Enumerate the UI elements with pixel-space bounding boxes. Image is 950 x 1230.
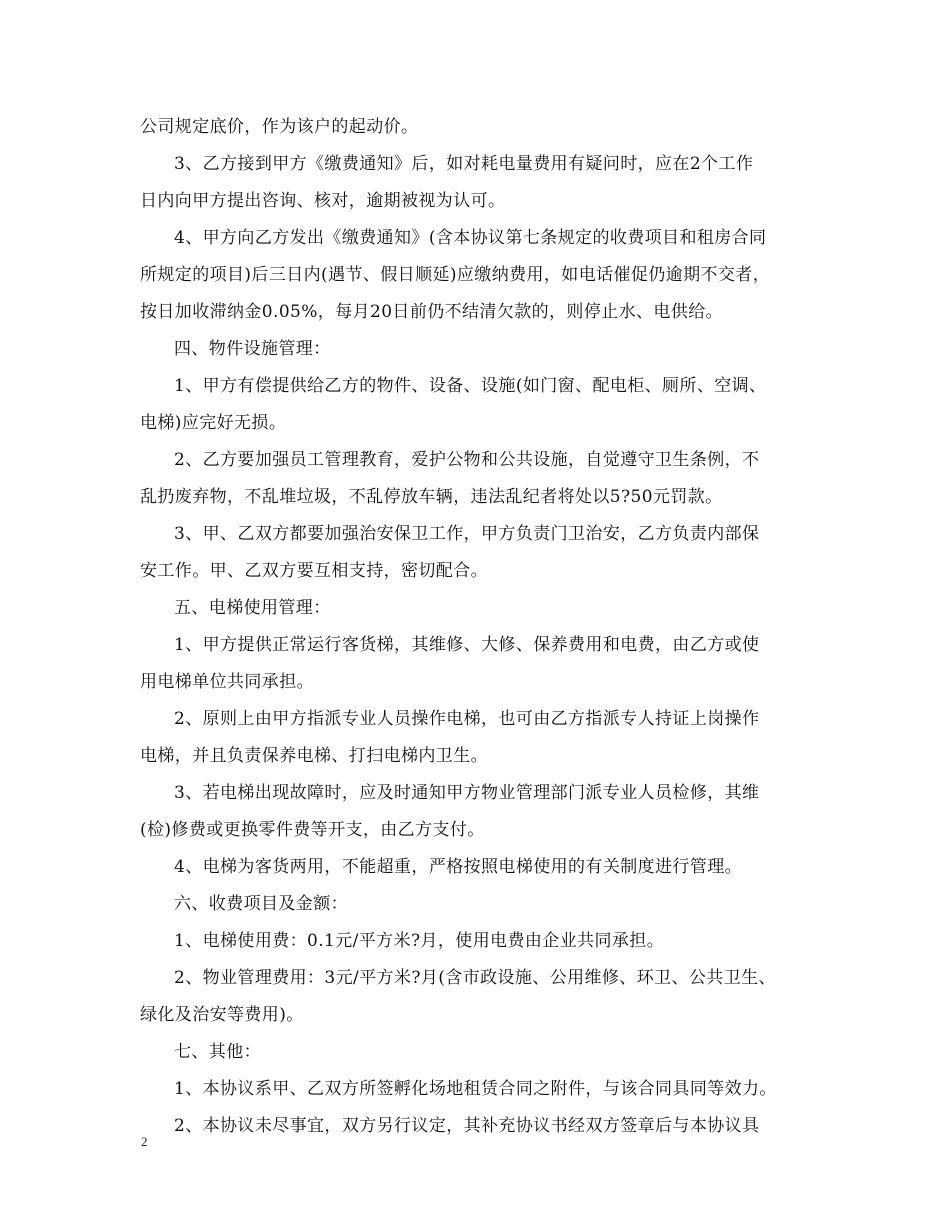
text-line: 1、电梯使用费：0.1元/平方米?月，使用电费由企业共同承担。 [174, 931, 665, 951]
text-line: 日内向甲方提出咨询、核对，逾期被视为认可。 [140, 191, 506, 211]
text-line: 公司规定底价，作为该户的起动价。 [140, 117, 419, 137]
text-line: 1、甲方提供正常运行客货梯，其维修、大修、保养费用和电费，由乙方或使 [174, 635, 760, 655]
text-line: 安工作。甲、乙双方要互相支持，密切配合。 [140, 561, 488, 581]
text-line: 用电梯单位共同承担。 [140, 672, 314, 692]
text-line: 2、乙方要加强员工管理教育，爱护公物和公共设施，自觉遵守卫生条例，不 [174, 450, 760, 470]
text-line: 乱扔废弃物，不乱堆垃圾，不乱停放车辆，违法乱纪者将处以5?50元罚款。 [140, 487, 723, 507]
text-line: 1、甲方有偿提供给乙方的物件、设备、设施(如门窗、配电柜、厕所、空调、 [174, 376, 767, 396]
text-line: 2、物业管理费用：3元/平方米?月(含市政设施、公用维修、环卫、公共卫生、 [174, 968, 776, 988]
text-line: 4、甲方向乙方发出《缴费通知》(含本协议第七条规定的收费项目和租房合同 [174, 228, 767, 248]
section-heading: 四、物件设施管理： [174, 339, 331, 359]
page-number: 2 [141, 1134, 148, 1149]
text-line: 2、原则上由甲方指派专业人员操作电梯，也可由乙方指派专人持证上岗操作 [174, 709, 760, 729]
text-line: 2、本协议未尽事宜，双方另行议定，其补充协议书经双方签章后与本协议具 [174, 1116, 760, 1136]
text-line: 3、若电梯出现故障时，应及时通知甲方物业管理部门派专业人员检修，其维 [174, 783, 760, 803]
text-line: 3、乙方接到甲方《缴费通知》后，如对耗电量费用有疑问时，应在2个工作 [174, 154, 754, 174]
section-heading: 五、电梯使用管理： [174, 598, 331, 618]
text-line: (检)修费或更换零件费等开支，由乙方支付。 [140, 820, 485, 840]
text-line: 电梯)应完好无损。 [140, 413, 287, 433]
text-line: 1、本协议系甲、乙双方所签孵化场地租赁合同之附件，与该合同具同等效力。 [174, 1079, 777, 1099]
text-line: 按日加收滞纳金0.05%，每月20日前仍不结清欠款的，则停止水、电供给。 [140, 302, 724, 322]
text-line: 3、甲、乙双方都要加强治安保卫工作，甲方负责门卫治安，乙方负责内部保 [174, 524, 760, 544]
section-heading: 七、其他： [174, 1042, 261, 1062]
text-line: 4、电梯为客货两用，不能超重，严格按照电梯使用的有关制度进行管理。 [174, 857, 743, 877]
text-line: 绿化及治安等费用)。 [140, 1005, 304, 1025]
text-line: 电梯，并且负责保养电梯、打扫电梯内卫生。 [140, 746, 488, 766]
section-heading: 六、收费项目及金额： [174, 894, 348, 914]
text-line: 所规定的项目)后三日内(遇节、假日顺延)应缴纳费用，如电话催促仍逾期不交者， [140, 265, 771, 285]
